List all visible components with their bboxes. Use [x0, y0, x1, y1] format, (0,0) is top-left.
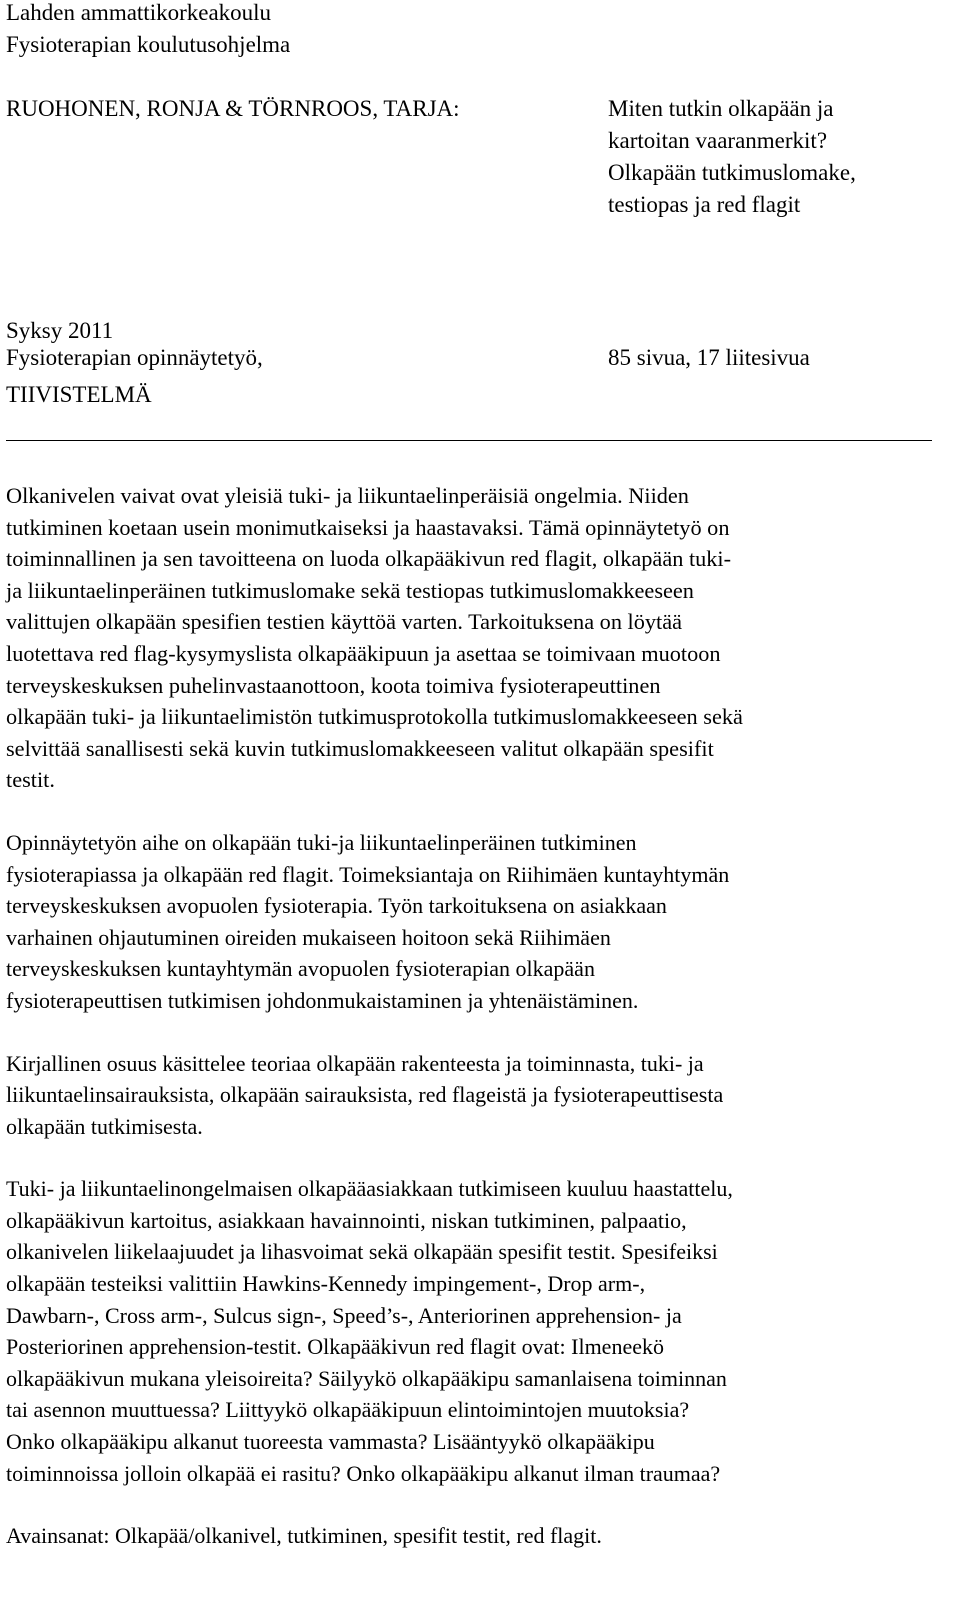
keywords [6, 1520, 932, 1552]
text-line: selvittää sanallisesti sekä kuvin tutkimuslomakkeeseen valitut olkapään spesifit [6, 735, 714, 761]
text-line: olkapääkivun mukana yleisoireita? Säilyykö olkapääkipu samanlaisena toiminnan [6, 1365, 727, 1391]
text-line: toiminnallinen ja sen tavoitteena on luoda olkapääkivun red flagit, olkapään tuki- [6, 546, 732, 572]
text-line: olkapään tutkimisesta. [6, 1113, 203, 1139]
text-line: olkapääkivun kartoitus, asiakkaan havainnointi, niskan tutkiminen, palpaatio, [6, 1207, 687, 1233]
text-line: toiminnoissa jolloin olkapää ei rasitu? Onko olkapääkipu alkanut ilman traumaa? [6, 1460, 721, 1486]
abstract-paragraph-2 [6, 827, 932, 1017]
text-line: tutkiminen koetaan usein monimutkaiseksi ja haastavaksi. Tämä opinnäytetyö on [6, 514, 730, 540]
text-line: liikuntaelinsairauksista, olkapään sairauksista, red flageistä ja fysioterapeuttisesta [6, 1082, 724, 1108]
keywords-line: Avainsanat: Olkapää/olkanivel, tutkiminen, spesifit testit, red flagit. [6, 1523, 602, 1549]
text-line: Posteriorinen apprehension-testit. Olkapääkivun red flagit ovat: Ilmeneekö [6, 1334, 664, 1360]
abstract-paragraph-3 [6, 1048, 932, 1143]
text-line: terveyskeskuksen avopuolen fysioterapia. Työn tarkoituksena on asiakkaan [6, 893, 667, 919]
text-line: Opinnäytetyön aihe on olkapään tuki-ja liikuntaelinperäinen tutkiminen [6, 829, 637, 855]
text-line: olkapään tuki- ja liikuntaelimistön tutkimusprotokolla tutkimuslomakkeeseen sekä [6, 704, 743, 730]
thesis-title [608, 93, 856, 221]
abstract-heading: TIIVISTELMÄ [6, 382, 152, 407]
text-line: valittujen olkapään spesifien testien käyttöä varten. Tarkoituksena on löytää [6, 609, 683, 635]
text-line: ja liikuntaelinperäinen tutkimuslomake sekä testiopas tutkimuslomakkeeseen [6, 577, 694, 603]
text-line: luotettava red flag-kysymyslista olkapääkipuun ja asettaa se toimivaan muotoon [6, 640, 721, 666]
text-line: tai asennon muuttuessa? Liittyykö olkapääkipuun elintoimintojen muutoksia? [6, 1397, 690, 1423]
text-line: olkanivelen liikelaajuudet ja lihasvoimat sekä olkapään spesifit testit. Spesifeiksi [6, 1239, 718, 1265]
institution-name: Lahden ammattikorkeakoulu [6, 0, 272, 25]
abstract-paragraph-1 [6, 480, 932, 796]
abstract-body [6, 480, 932, 1552]
text-line: fysioterapiassa ja olkapään red flagit. Toimeksiantaja on Riihimäen kuntayhtymän [6, 861, 730, 887]
abstract-paragraph-4 [6, 1173, 932, 1489]
text-line: Olkanivelen vaivat ovat yleisiä tuki- ja liikuntaelinperäisiä ongelmia. Niiden [6, 483, 689, 508]
horizontal-rule [6, 440, 932, 441]
text-line: olkapään testeiksi valittiin Hawkins-Kennedy impingement-, Drop arm-, [6, 1271, 646, 1297]
text-line: Dawbarn-, Cross arm-, Sulcus sign-, Speed’s-, Anteriorinen apprehension- ja [6, 1302, 682, 1328]
text-line: varhainen ohjautuminen oireiden mukaiseen hoitoon sekä Riihimäen [6, 924, 611, 950]
thesis-type: Fysioterapian opinnäytetyö, [6, 345, 263, 370]
title-line: testiopas ja red flagit [608, 192, 801, 217]
text-line: Tuki- ja liikuntaelinongelmaisen olkapääasiakkaan tutkimiseen kuuluu haastattelu, [6, 1176, 733, 1202]
degree-programme: Fysioterapian koulutusohjelma [6, 32, 291, 57]
title-line: Miten tutkin olkapään ja [608, 96, 834, 121]
title-line: Olkapään tutkimuslomake, [608, 160, 856, 185]
authors: RUOHONEN, RONJA & TÖRNROOS, TARJA: [6, 96, 460, 121]
text-line: Kirjallinen osuus käsittelee teoriaa olkapään rakenteesta ja toiminnasta, tuki- ja [6, 1050, 704, 1076]
text-line: Onko olkapääkipu alkanut tuoreesta vammasta? Lisääntyykö olkapääkipu [6, 1429, 655, 1455]
semester-date: Syksy 2011 [6, 318, 114, 343]
page-count: 85 sivua, 17 liitesivua [608, 345, 810, 370]
text-line: testit. [6, 767, 55, 793]
text-line: terveyskeskuksen puhelinvastaanottoon, koota toimiva fysioterapeuttinen [6, 672, 661, 698]
institution-block [6, 0, 290, 61]
text-line: terveyskeskuksen kuntayhtymän avopuolen fysioterapian olkapään [6, 956, 595, 982]
text-line: fysioterapeuttisen tutkimisen johdonmukaistaminen ja yhtenäistäminen. [6, 987, 639, 1013]
title-line: kartoitan vaaranmerkit? [608, 128, 828, 153]
